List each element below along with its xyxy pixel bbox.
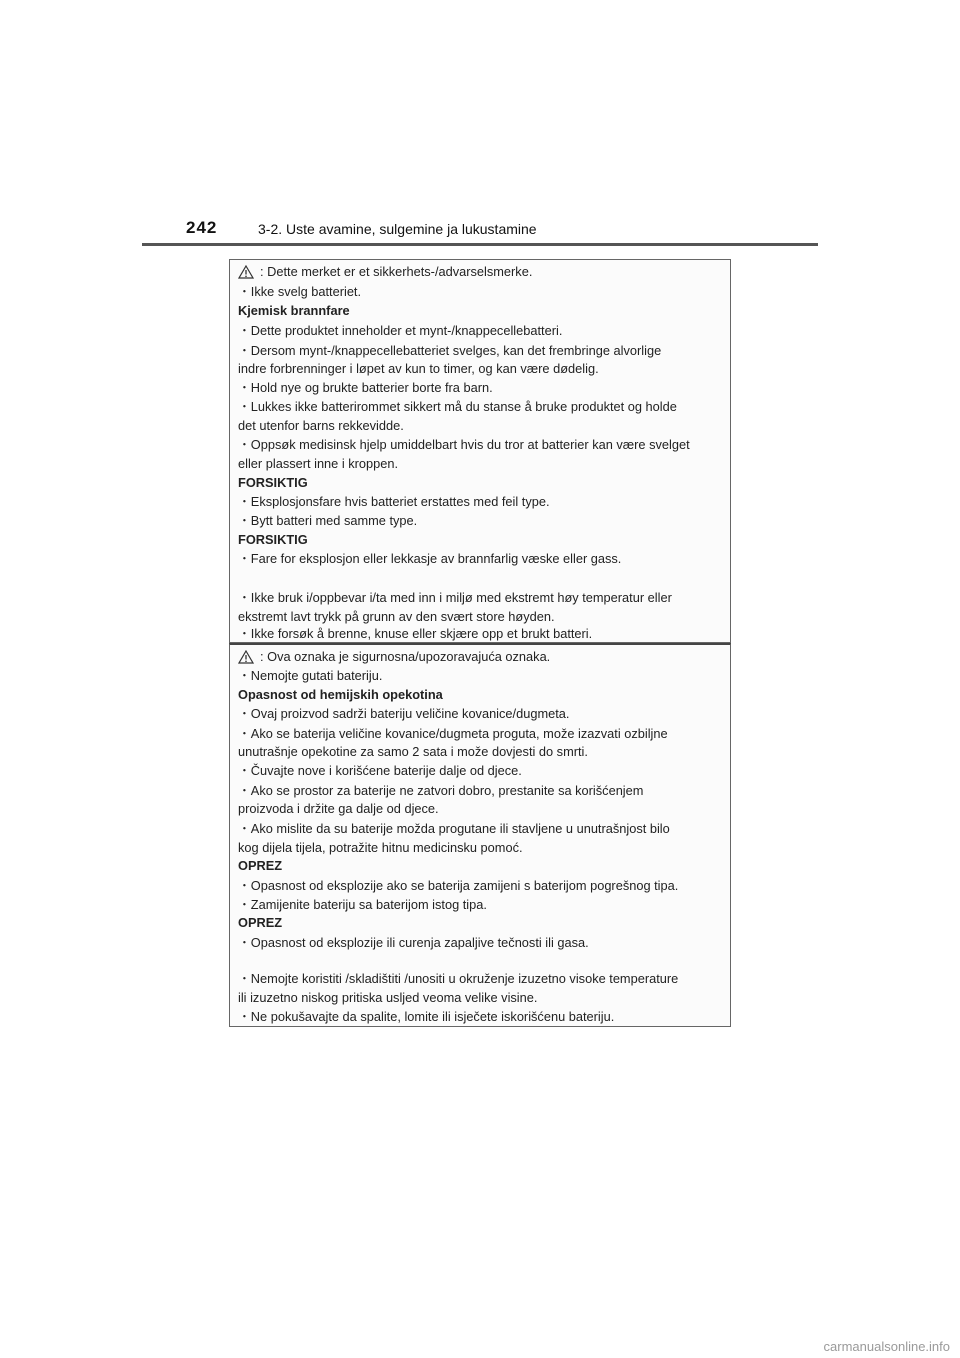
label-line: ・Bytt batteri med samme type. xyxy=(238,513,418,528)
label-line: kog dijela tijela, potražite hitnu medicinsku pomoć. xyxy=(238,840,523,855)
warning-mark-text: : Dette merket er et sikkerhets-/advarselsmerke. xyxy=(260,264,533,279)
label-line: unutrašnje opekotine za samo 2 sata i može dovjesti do smrti. xyxy=(238,744,588,759)
label-line: eller plassert inne i kroppen. xyxy=(238,456,399,471)
page-number: 242 xyxy=(186,218,218,237)
warning-mark-row xyxy=(238,649,726,665)
label-line: det utenfor barns rekkevidde. xyxy=(238,418,404,433)
label-line: ・Opasnost od eksplozije ako se baterija zamijeni s baterijom pogrešnog tipa. xyxy=(238,878,679,893)
label-line: ・Nemojte koristiti /skladištiti /unositi u okruženje izuzetno visoke temperature xyxy=(238,971,679,986)
chapter-title: 3-2. Uste avamine, sulgemine ja lukustamine xyxy=(258,221,537,237)
warning-mark-text: : Ova oznaka je sigurnosna/upozoravajuća oznaka. xyxy=(260,649,551,664)
label-heading: FORSIKTIG xyxy=(238,532,308,547)
label-line: ・Ikke svelg batteriet. xyxy=(238,284,362,299)
warning-triangle-icon xyxy=(238,650,254,664)
label-heading: OPREZ xyxy=(238,915,283,930)
label-heading: OPREZ xyxy=(238,858,283,873)
label-line: ・Oppsøk medisinsk hjelp umiddelbart hvis du tror at batterier kan være svelget xyxy=(238,437,690,452)
label-heading: Opasnost od hemijskih opekotina xyxy=(238,687,443,702)
warning-mark-row xyxy=(238,264,726,280)
header-rule xyxy=(142,243,818,246)
warning-label-norwegian xyxy=(229,259,731,643)
warning-label-montenegrin xyxy=(229,643,731,1027)
page-header xyxy=(186,218,826,242)
label-line: ・Ne pokušavajte da spalite, lomite ili isječete iskorišćenu bateriju. xyxy=(238,1009,615,1024)
label-heading: FORSIKTIG xyxy=(238,475,308,490)
label-line: ・Dette produktet inneholder et mynt-/knappecellebatteri. xyxy=(238,323,563,338)
label-line: ・Dersom mynt-/knappecellebatteriet svelges, kan det frembringe alvorlige xyxy=(238,343,662,358)
label-line: ・Zamijenite bateriju sa baterijom istog tipa. xyxy=(238,897,487,912)
label-line: ・Čuvajte nove i korišćene baterije dalje od djece. xyxy=(238,763,522,778)
label-line: ・Ako se baterija veličine kovanice/dugmeta proguta, može izazvati ozbiljne xyxy=(238,726,668,741)
label-heading: Kjemisk brannfare xyxy=(238,303,350,318)
watermark: carmanualsonline.info xyxy=(823,1339,950,1354)
label-line: ・Ako mislite da su baterije možda progutane ili stavljene u unutrašnjost bilo xyxy=(238,821,670,836)
label-line: ・Opasnost od eksplozije ili curenja zapaljive tečnosti ili gasa. xyxy=(238,935,589,950)
label-line: proizvoda i držite ga dalje od djece. xyxy=(238,801,439,816)
label-line: ・Nemojte gutati bateriju. xyxy=(238,668,383,683)
label-line: ekstremt lavt trykk på grunn av den svært store høyden. xyxy=(238,609,555,624)
label-line: ・Fare for eksplosjon eller lekkasje av brannfarlig væske eller gass. xyxy=(238,551,622,566)
label-line: ili izuzetno niskog pritiska usljed veoma velike visine. xyxy=(238,990,538,1005)
label-line: ・Eksplosjonsfare hvis batteriet erstattes med feil type. xyxy=(238,494,550,509)
label-line: ・Ovaj proizvod sadrži bateriju veličine kovanice/dugmeta. xyxy=(238,706,570,721)
label-line: ・Ikke forsøk å brenne, knuse eller skjære opp et brukt batteri. xyxy=(238,626,593,641)
label-line: ・Hold nye og brukte batterier borte fra barn. xyxy=(238,380,493,395)
label-line: ・Ako se prostor za baterije ne zatvori dobro, prestanite sa korišćenjem xyxy=(238,783,644,798)
warning-triangle-icon xyxy=(238,265,254,279)
label-line: indre forbrenninger i løpet av kun to timer, og kan være dødelig. xyxy=(238,361,599,376)
label-line: ・Ikke bruk i/oppbevar i/ta med inn i miljø med ekstremt høy temperatur eller xyxy=(238,590,672,605)
label-line: ・Lukkes ikke batterirommet sikkert må du stanse å bruke produktet og holde xyxy=(238,399,677,414)
